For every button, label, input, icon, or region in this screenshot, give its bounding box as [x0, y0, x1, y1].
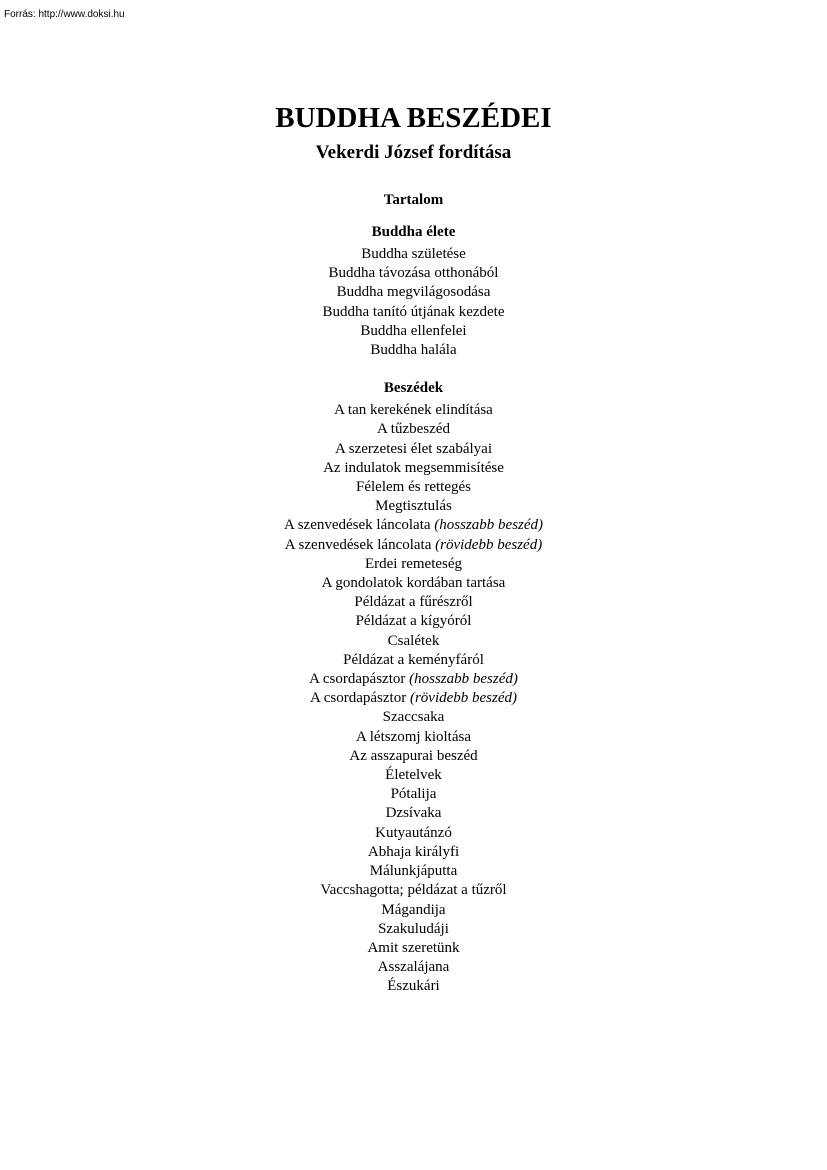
toc-entry-title: A szerzetesi élet szabályai [334, 440, 492, 457]
toc-entry-note: (rövidebb beszéd) [409, 690, 518, 707]
toc-entry-title: Példázat a kígyóról [355, 613, 472, 630]
toc-entry [0, 901, 827, 920]
toc-entry-title: A csordapásztor [309, 671, 410, 688]
toc-entry-title: Példázat a fűrészről [354, 594, 473, 611]
toc-entry-title: A tan kerekének elindítása [334, 402, 493, 419]
toc-entry [0, 689, 827, 708]
toc-entry-title: Buddha távozása otthonából [328, 265, 499, 282]
toc-entry [0, 670, 827, 689]
toc-entry [0, 322, 827, 341]
toc-entry [0, 708, 827, 727]
document-subtitle: Vekerdi József fordítása [315, 142, 512, 163]
section-heading-beszedek: Beszédek [383, 380, 444, 397]
toc-entry-title: Dzsívaka [385, 805, 442, 822]
toc-entry-title: Az asszapurai beszéd [349, 747, 478, 764]
toc-entry [0, 497, 827, 516]
toc-entry [0, 977, 827, 996]
toc-entry-title: Félelem és rettegés [356, 479, 471, 496]
toc-entry-title: Életelvek [385, 767, 442, 784]
toc-entry [0, 536, 827, 555]
toc-list-buddha-elete [0, 245, 827, 360]
toc-entry-title: Asszalájana [377, 959, 450, 976]
toc-heading: Tartalom [383, 192, 444, 208]
toc-entry-title: Buddha születése [361, 246, 466, 262]
toc-entry-title: Észukári [387, 978, 440, 995]
toc-list-beszedek [0, 401, 827, 996]
toc-entry-note: (rövidebb beszéd) [435, 536, 543, 553]
toc-entry [0, 459, 827, 478]
toc-entry [0, 632, 827, 651]
toc-entry-title: Amit szeretünk [367, 939, 460, 956]
toc-entry [0, 766, 827, 785]
toc-entry [0, 555, 827, 574]
toc-entry [0, 881, 827, 900]
toc-entry [0, 651, 827, 670]
source-label: Forrás: http://www.doksi.hu [4, 9, 125, 20]
toc-entry-title: Erdei remeteség [364, 555, 463, 572]
toc-entry-title: Szaccsaka [382, 709, 445, 726]
toc-entry [0, 401, 827, 420]
toc-entry [0, 728, 827, 747]
toc-entry-title: Kutyautánzó [375, 824, 452, 841]
toc-entry [0, 478, 827, 497]
toc-entry-title: Vaccshagotta; példázat a tűzről [320, 882, 507, 899]
toc-entry-title: Mágandija [381, 901, 446, 918]
toc-entry-title: Pótalija [390, 786, 437, 803]
toc-entry-title: A létszomj kioltása [356, 728, 471, 745]
toc-entry-title: Buddha tanító útjának kezdete [322, 303, 505, 320]
document-body [0, 98, 827, 997]
toc-entry [0, 264, 827, 283]
toc-entry-note: (hosszabb beszéd) [409, 671, 518, 688]
toc-entry [0, 958, 827, 977]
toc-entry-title: Buddha ellenfelei [360, 322, 467, 339]
toc-entry-title: Példázat a keményfáról [343, 651, 484, 668]
document-title: BUDDHA BESZÉDEI [275, 102, 552, 134]
toc-entry [0, 245, 827, 264]
toc-entry-title: Megtisztulás [375, 498, 452, 515]
toc-entry-title: Buddha megvilágosodása [336, 284, 491, 301]
toc-entry [0, 283, 827, 302]
toc-entry [0, 747, 827, 766]
toc-entry [0, 303, 827, 322]
toc-entry-title: A csordapásztor [309, 690, 410, 707]
toc-entry-title: Abhaja királyfi [367, 843, 460, 860]
toc-entry [0, 516, 827, 535]
toc-entry-title: A gondolatok kordában tartása [321, 575, 506, 592]
toc-entry-title: Buddha halála [370, 342, 457, 359]
toc-entry [0, 420, 827, 439]
toc-entry-note: (hosszabb beszéd) [434, 517, 544, 534]
toc-entry [0, 804, 827, 823]
toc-entry [0, 843, 827, 862]
toc-entry-title: Málunkjáputta [369, 863, 458, 880]
toc-entry [0, 612, 827, 631]
toc-entry [0, 593, 827, 612]
toc-entry [0, 440, 827, 459]
toc-entry-title: Csalétek [387, 632, 440, 649]
toc-entry-title: Szakuludáji [378, 920, 449, 937]
toc-entry-title: A szenvedések láncolata [284, 536, 436, 553]
toc-entry [0, 341, 827, 360]
toc-entry-title: A tűzbeszéd [377, 421, 450, 438]
toc-entry [0, 824, 827, 843]
toc-entry [0, 862, 827, 881]
toc-entry-title: Az indulatok megsemmisítése [323, 459, 504, 476]
toc-entry [0, 785, 827, 804]
toc-entry [0, 574, 827, 593]
section-heading-buddha-elete: Buddha élete [371, 224, 456, 240]
toc-entry-title: A szenvedések láncolata [283, 517, 435, 534]
toc-entry [0, 939, 827, 958]
toc-entry [0, 920, 827, 939]
